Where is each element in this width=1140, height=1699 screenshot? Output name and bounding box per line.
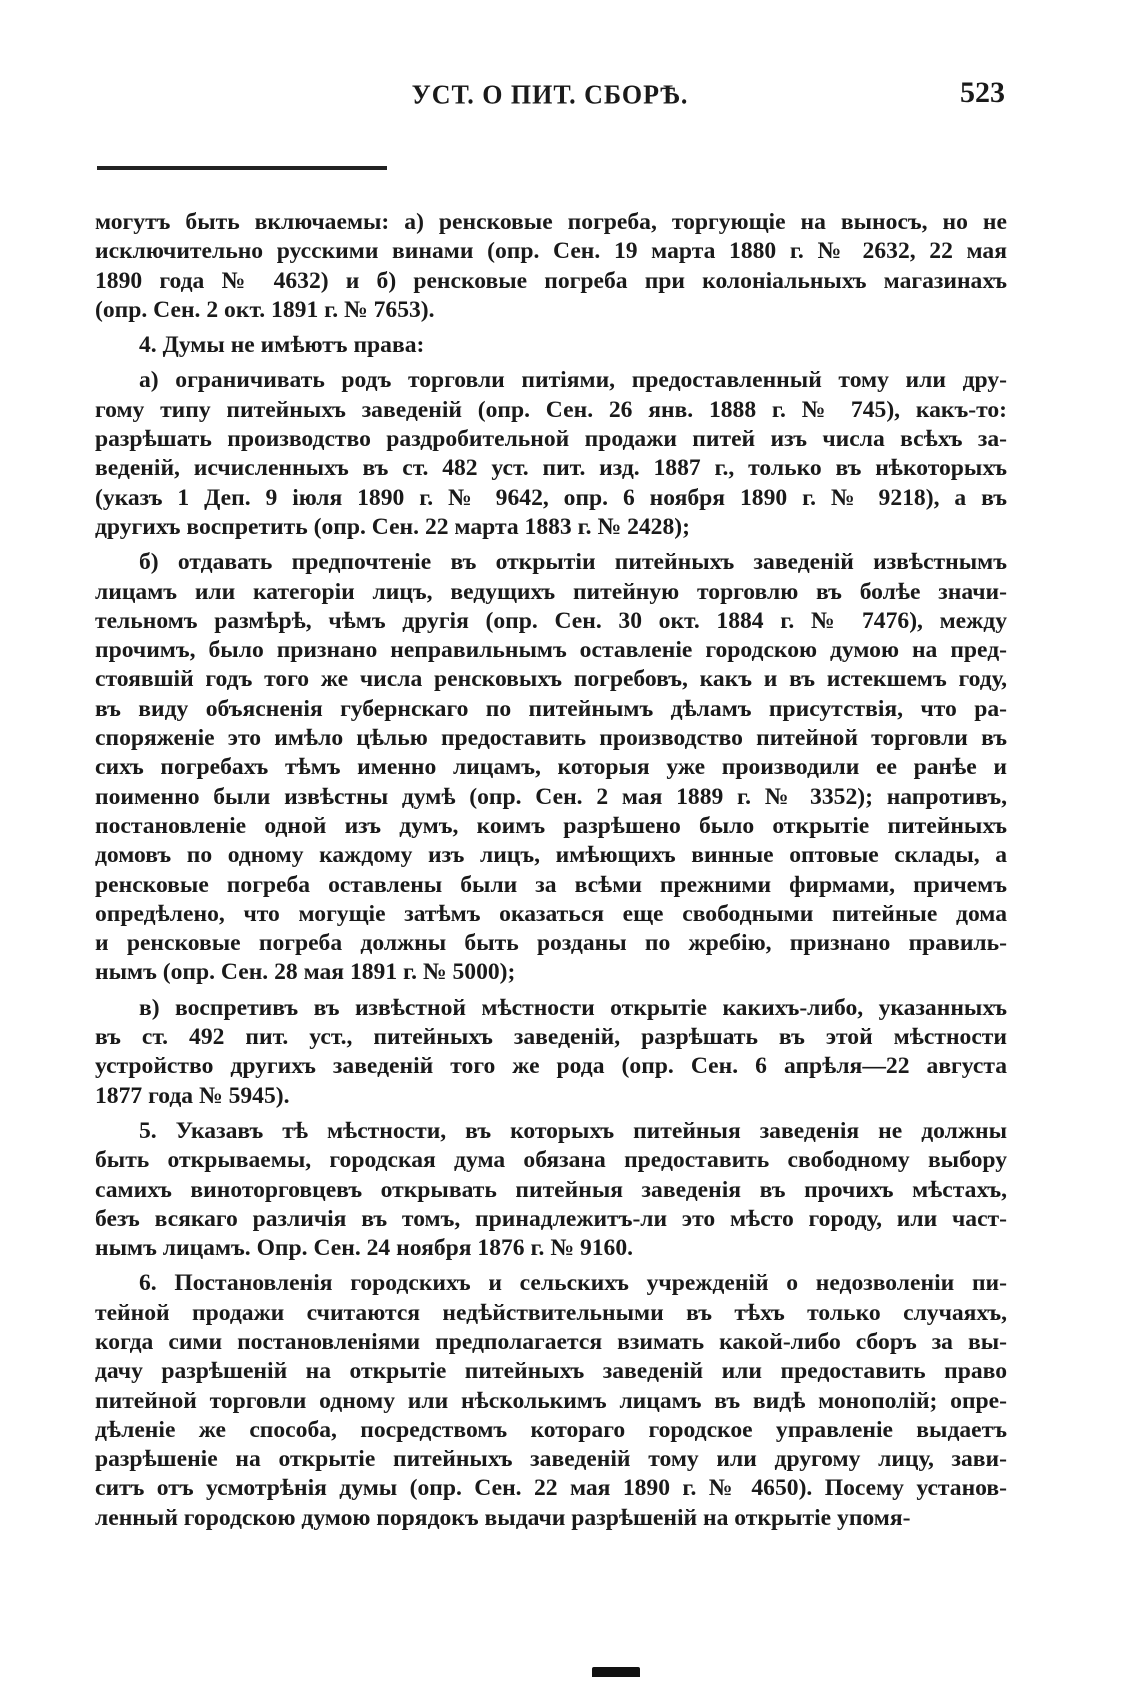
text-line: постановленіе одной изъ думъ, коимъ разрѣшено было открытіе питейныхъ	[95, 812, 1007, 839]
text-line: ренсковые погреба оставлены были за всѣми прежними фирмами, причемъ	[95, 871, 1007, 898]
running-title: УСТ. О ПИТ. СБОРѢ.	[411, 79, 689, 110]
paragraph	[95, 994, 1007, 1111]
printer-mark	[592, 1667, 640, 1677]
text-line: быть открываемы, городская дума обязана предоставить свободному выбору	[95, 1147, 1007, 1174]
text-line: ленный городскою думою порядокъ выдачи разрѣшеній на открытіе упомя-	[95, 1504, 911, 1531]
text-line: разрѣшать производство раздробительной продажи питей изъ числа всѣхъ за-	[95, 426, 1007, 453]
text-line: дачу разрѣшеній на открытіе питейныхъ заведеній или предоставить право	[95, 1358, 1007, 1385]
text-line: другихъ воспретить (опр. Сен. 22 марта 1883 г. № 2428);	[95, 513, 690, 540]
text-line: тейной продажи считаются недѣйствительными въ тѣхъ только случаяхъ,	[95, 1299, 1007, 1326]
text-line: могутъ быть включаемы: а) ренсковые погреба, торгующіе на выносъ, но не	[95, 209, 1007, 235]
text-line: питейной торговли одному или нѣсколькимъ лицамъ въ видѣ монополій; опре-	[95, 1387, 1007, 1414]
text-line: споряженіе это имѣло цѣлью предоставить производство питейной торговли въ	[95, 725, 1007, 752]
text-line: в) воспретивъ въ извѣстной мѣстности открытіе какихъ-либо, указанныхъ	[139, 994, 1007, 1021]
text-line: 4. Думы не имѣютъ права:	[139, 332, 425, 359]
text-line: въ ст. 492 пит. уст., питейныхъ заведеній, разрѣшать въ этой мѣстности	[95, 1024, 1007, 1051]
text-line: прочимъ, было признано неправильнымъ оставленіе городскою думою на пред-	[95, 637, 1007, 664]
text-line: разрѣшеніе на открытіе питейныхъ заведеній тому или другому лицу, зави-	[95, 1446, 1007, 1473]
text-line: дѣленіе же способа, посредствомъ котораго городское управленіе выдаетъ	[95, 1416, 1007, 1443]
text-line: (указъ 1 Деп. 9 іюля 1890 г. № 9642, опр. 6 ноября 1890 г. № 9218), а въ	[95, 484, 1007, 511]
text-line: (опр. Сен. 2 окт. 1891 г. № 7653).	[95, 296, 435, 323]
text-line: нымъ (опр. Сен. 28 мая 1891 г. № 5000);	[95, 959, 516, 986]
text-line: сихъ погребахъ тѣмъ именно лицамъ, которыя уже производили ее ранѣе и	[95, 754, 1007, 781]
text-line: ситъ отъ усмотрѣнія думы (опр. Сен. 22 мая 1890 г. № 4650). Посему установ-	[95, 1475, 1007, 1502]
body-text	[95, 208, 1007, 1539]
text-line: въ виду объясненія губернскаго по питейнымъ дѣламъ присутствія, что ра-	[95, 695, 1007, 722]
text-line: исключительно русскими винами (опр. Сен. 19 марта 1880 г. № 2632, 22 мая	[95, 238, 1007, 265]
text-line: самихъ виноторговцевъ открывать питейныя заведенія въ прочихъ мѣстахъ,	[95, 1176, 1007, 1203]
text-line: 1877 года № 5945).	[95, 1082, 290, 1109]
text-line: опредѣлено, что могущіе затѣмъ оказаться еще свободными питейные дома	[95, 900, 1007, 927]
page-number: 523	[960, 76, 1005, 109]
paragraph	[95, 208, 1007, 325]
text-line: безъ всякаго различія въ томъ, принадлежитъ-ли это мѣсто городу, или част-	[95, 1205, 1007, 1232]
text-line: 5. Указавъ тѣ мѣстности, въ которыхъ питейныя заведенія не должны	[139, 1117, 1007, 1144]
text-line: нымъ лицамъ. Опр. Сен. 24 ноября 1876 г. № 9160.	[95, 1235, 634, 1262]
text-line: лицамъ или категоріи лицъ, ведущихъ питейную торговлю въ болѣе значи-	[95, 578, 1007, 605]
header-rule	[97, 166, 387, 170]
paragraph	[95, 1117, 1007, 1263]
paragraph	[95, 1269, 1007, 1533]
text-line: гому типу питейныхъ заведеній (опр. Сен. 26 янв. 1888 г. № 745), какъ-то:	[95, 396, 1007, 423]
text-line: 1890 года № 4632) и б) ренсковые погреба при колоніальныхъ магазинахъ	[95, 267, 1007, 294]
text-line: домовъ по одному каждому изъ лицъ, имѣющихъ винные оптовые склады, а	[95, 842, 1007, 869]
text-line: тельномъ размѣрѣ, чѣмъ другія (опр. Сен. 30 окт. 1884 г. № 7476), между	[95, 607, 1007, 634]
text-line: устройство другихъ заведеній того же рода (опр. Сен. 6 апрѣля—22 августа	[95, 1053, 1007, 1080]
paragraph	[95, 548, 1007, 987]
text-line: 6. Постановленія городскихъ и сельскихъ учрежденій о недозволеніи пи-	[139, 1270, 1007, 1297]
text-line: веденій, исчисленныхъ въ ст. 482 уст. пит. изд. 1887 г., только въ нѣкоторыхъ	[95, 455, 1007, 482]
text-line: б) отдавать предпочтеніе въ открытіи питейныхъ заведеній извѣстнымъ	[139, 549, 1007, 576]
text-line: когда сими постановленіями предполагается взимать какой-либо сборъ за вы-	[95, 1328, 1007, 1355]
page-header	[95, 76, 1005, 120]
paragraph	[95, 331, 1007, 360]
text-line: а) ограничивать родъ торговли питіями, предоставленный тому или дру-	[139, 367, 1007, 394]
paragraph	[95, 366, 1007, 542]
text-line: и ренсковые погреба должны быть розданы по жребію, признано правиль-	[95, 930, 1007, 957]
text-line: стоявшій годъ того же числа ренсковыхъ погребовъ, какъ и въ истекшемъ году,	[95, 666, 1007, 693]
text-line: поименно были извѣстны думѣ (опр. Сен. 2 мая 1889 г. № 3352); напротивъ,	[95, 783, 1007, 810]
